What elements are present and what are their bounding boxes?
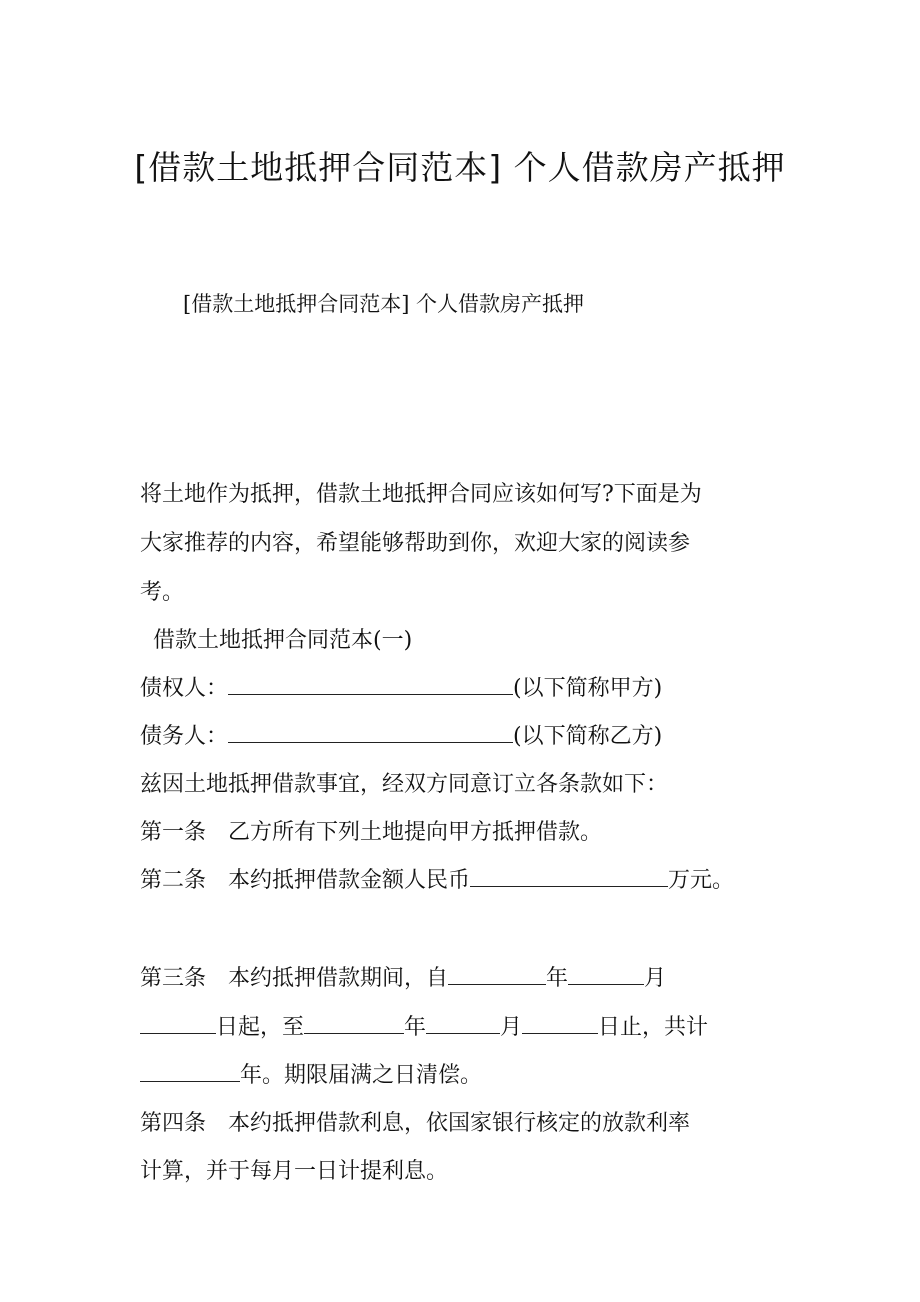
start-year-blank — [448, 962, 546, 985]
article-2-text: 第二条 本约抵押借款金额人民币 — [140, 868, 471, 893]
article-3-text: 第三条 本约抵押借款期间，自 — [140, 966, 449, 991]
document-title: [借款土地抵押合同范本] 个人借款房产抵押 — [134, 148, 786, 187]
creditor-line — [140, 672, 662, 706]
term-years-blank — [140, 1059, 240, 1082]
debtor-label: 债务人： — [140, 724, 229, 749]
start-month-blank — [568, 962, 644, 985]
end-month-label: 月 — [500, 1015, 523, 1040]
intro-line-3: 考。 — [140, 580, 185, 605]
creditor-blank — [228, 672, 513, 695]
article-1: 第一条 乙方所有下列土地提向甲方抵押借款。 — [140, 820, 603, 845]
article-4-line-2: 计算，并于每月一日计提利息。 — [140, 1159, 449, 1184]
article-2-suffix: 万元。 — [668, 868, 735, 893]
creditor-label: 债权人： — [140, 676, 229, 701]
preamble: 兹因土地抵押借款事宜，经双方同意订立各条款如下： — [140, 772, 669, 797]
article-4-line-1: 第四条 本约抵押借款利息，依国家银行核定的放款利率 — [140, 1111, 691, 1136]
debtor-blank — [228, 720, 513, 743]
start-day-blank — [140, 1011, 216, 1034]
section-heading: 借款土地抵押合同范本(一) — [153, 628, 413, 653]
end-year-blank — [304, 1011, 404, 1034]
debtor-line — [140, 720, 662, 754]
debtor-suffix: (以下简称乙方) — [513, 724, 663, 749]
intro-line-1: 将土地作为抵押，借款土地抵押合同应该如何写?下面是为 — [140, 482, 702, 507]
intro-line-2: 大家推荐的内容，希望能够帮助到你，欢迎大家的阅读参 — [140, 531, 691, 556]
creditor-suffix: (以下简称甲方) — [513, 676, 663, 701]
start-year-label: 年 — [546, 966, 569, 991]
end-day-blank — [522, 1011, 598, 1034]
article-2 — [140, 864, 734, 898]
start-day-label: 日起，至 — [216, 1015, 305, 1040]
end-year-label: 年 — [404, 1015, 427, 1040]
article-3-line-3 — [140, 1059, 482, 1093]
start-month-label: 月 — [644, 966, 667, 991]
end-day-label: 日止，共计 — [598, 1015, 709, 1040]
term-end-text: 年。期限届满之日清偿。 — [240, 1063, 483, 1088]
amount-blank — [470, 864, 668, 887]
end-month-blank — [426, 1011, 500, 1034]
article-3-line-2 — [140, 1011, 708, 1045]
document-subtitle: [借款土地抵押合同范本] 个人借款房产抵押 — [183, 292, 585, 316]
article-3-line-1 — [140, 962, 666, 996]
